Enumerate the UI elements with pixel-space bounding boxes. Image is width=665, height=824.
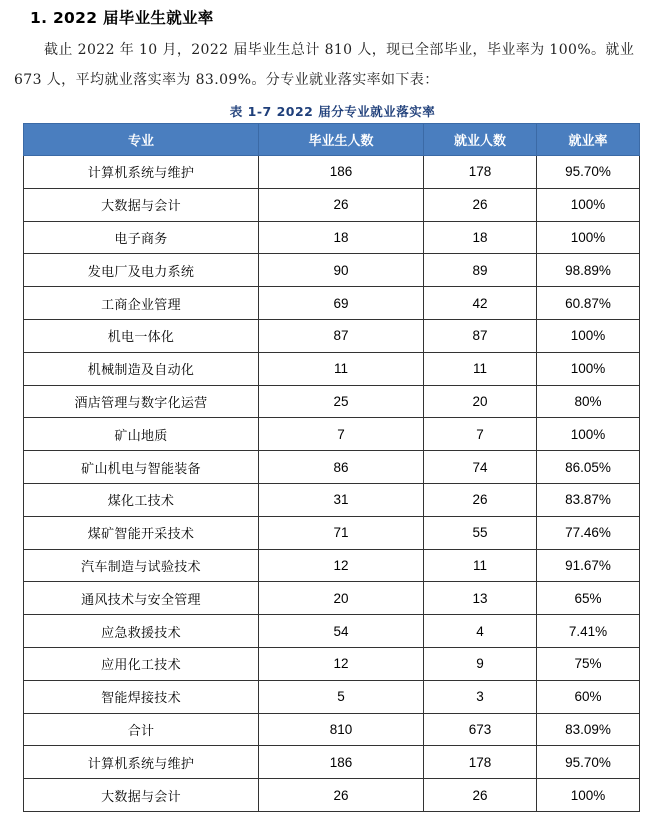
rate-cell: 100% xyxy=(537,352,640,385)
major-cell: 煤化工技术 xyxy=(24,483,259,516)
graduates-cell: 18 xyxy=(259,221,424,254)
graduates-cell: 12 xyxy=(259,647,424,680)
employed-cell: 3 xyxy=(424,680,537,713)
major-cell: 煤矿智能开采技术 xyxy=(24,516,259,549)
graduates-cell: 11 xyxy=(259,352,424,385)
rate-cell: 65% xyxy=(537,582,640,615)
major-cell: 大数据与会计 xyxy=(24,188,259,221)
rate-cell: 83.09% xyxy=(537,713,640,746)
major-cell: 汽车制造与试验技术 xyxy=(24,549,259,582)
header-employed: 就业人数 xyxy=(424,124,537,156)
employed-cell: 178 xyxy=(424,156,537,189)
major-cell: 工商企业管理 xyxy=(24,287,259,320)
table-row xyxy=(24,582,640,615)
table-row xyxy=(24,549,640,582)
major-cell: 发电厂及电力系统 xyxy=(24,254,259,287)
major-cell: 应用化工技术 xyxy=(24,647,259,680)
major-cell: 电子商务 xyxy=(24,221,259,254)
employed-cell: 178 xyxy=(424,746,537,779)
table-row xyxy=(24,418,640,451)
rate-cell: 75% xyxy=(537,647,640,680)
major-cell: 机电一体化 xyxy=(24,319,259,352)
table-row xyxy=(24,319,640,352)
employed-cell: 26 xyxy=(424,188,537,221)
employed-cell: 55 xyxy=(424,516,537,549)
employed-cell: 11 xyxy=(424,549,537,582)
rate-cell: 100% xyxy=(537,188,640,221)
major-cell: 应急救援技术 xyxy=(24,615,259,648)
rate-cell: 60.87% xyxy=(537,287,640,320)
employed-cell: 673 xyxy=(424,713,537,746)
table-row xyxy=(24,713,640,746)
rate-cell: 7.41% xyxy=(537,615,640,648)
graduates-cell: 86 xyxy=(259,451,424,484)
rate-cell: 86.05% xyxy=(537,451,640,484)
header-rate: 就业率 xyxy=(537,124,640,156)
rate-cell: 95.70% xyxy=(537,746,640,779)
major-cell: 计算机系统与维护 xyxy=(24,746,259,779)
graduates-cell: 186 xyxy=(259,156,424,189)
employed-cell: 20 xyxy=(424,385,537,418)
rate-cell: 60% xyxy=(537,680,640,713)
employed-cell: 74 xyxy=(424,451,537,484)
graduates-cell: 810 xyxy=(259,713,424,746)
header-graduates: 毕业生人数 xyxy=(259,124,424,156)
major-cell: 计算机系统与维护 xyxy=(24,156,259,189)
graduates-cell: 71 xyxy=(259,516,424,549)
employed-cell: 87 xyxy=(424,319,537,352)
rate-cell: 80% xyxy=(537,385,640,418)
section-heading: 1. 2022 届毕业生就业率 xyxy=(30,9,214,27)
graduates-cell: 87 xyxy=(259,319,424,352)
employed-cell: 18 xyxy=(424,221,537,254)
table-row xyxy=(24,385,640,418)
table-row xyxy=(24,647,640,680)
major-cell: 大数据与会计 xyxy=(24,779,259,812)
table-row xyxy=(24,615,640,648)
major-cell: 机械制造及自动化 xyxy=(24,352,259,385)
table-row xyxy=(24,451,640,484)
table-row xyxy=(24,221,640,254)
employed-cell: 26 xyxy=(424,779,537,812)
graduates-cell: 26 xyxy=(259,188,424,221)
graduates-cell: 54 xyxy=(259,615,424,648)
rate-cell: 95.70% xyxy=(537,156,640,189)
rate-cell: 100% xyxy=(537,319,640,352)
graduates-cell: 186 xyxy=(259,746,424,779)
employed-cell: 11 xyxy=(424,352,537,385)
table-row xyxy=(24,352,640,385)
major-cell: 智能焊接技术 xyxy=(24,680,259,713)
table-row xyxy=(24,254,640,287)
table-row xyxy=(24,287,640,320)
employed-cell: 89 xyxy=(424,254,537,287)
table-caption: 表 1-7 2022 届分专业就业落实率 xyxy=(229,104,436,119)
graduates-cell: 20 xyxy=(259,582,424,615)
graduates-cell: 25 xyxy=(259,385,424,418)
graduates-cell: 26 xyxy=(259,779,424,812)
major-cell: 合计 xyxy=(24,713,259,746)
graduates-cell: 12 xyxy=(259,549,424,582)
major-cell: 通风技术与安全管理 xyxy=(24,582,259,615)
graduates-cell: 7 xyxy=(259,418,424,451)
table-header-row xyxy=(24,124,640,156)
table-row xyxy=(24,680,640,713)
table-row xyxy=(24,483,640,516)
table-row xyxy=(24,516,640,549)
employed-cell: 13 xyxy=(424,582,537,615)
rate-cell: 91.67% xyxy=(537,549,640,582)
table-row xyxy=(24,156,640,189)
graduates-cell: 31 xyxy=(259,483,424,516)
employed-cell: 4 xyxy=(424,615,537,648)
header-major: 专业 xyxy=(24,124,259,156)
employment-rate-table xyxy=(23,123,640,812)
employed-cell: 9 xyxy=(424,647,537,680)
employed-cell: 26 xyxy=(424,483,537,516)
table-body xyxy=(24,156,640,812)
summary-paragraph: 截止 2022 年 10 月，2022 届毕业生总计 810 人，现已全部毕业，毕业率为 100%。就业 673 人，平均就业落实率为 83.09%。分专业就业落实率如下表： xyxy=(14,42,635,88)
employed-cell: 42 xyxy=(424,287,537,320)
graduates-cell: 90 xyxy=(259,254,424,287)
table-row xyxy=(24,188,640,221)
employed-cell: 7 xyxy=(424,418,537,451)
rate-cell: 100% xyxy=(537,779,640,812)
rate-cell: 83.87% xyxy=(537,483,640,516)
graduates-cell: 69 xyxy=(259,287,424,320)
rate-cell: 98.89% xyxy=(537,254,640,287)
table-row xyxy=(24,779,640,812)
major-cell: 酒店管理与数字化运营 xyxy=(24,385,259,418)
table-row xyxy=(24,746,640,779)
rate-cell: 77.46% xyxy=(537,516,640,549)
rate-cell: 100% xyxy=(537,418,640,451)
graduates-cell: 5 xyxy=(259,680,424,713)
rate-cell: 100% xyxy=(537,221,640,254)
major-cell: 矿山地质 xyxy=(24,418,259,451)
major-cell: 矿山机电与智能装备 xyxy=(24,451,259,484)
